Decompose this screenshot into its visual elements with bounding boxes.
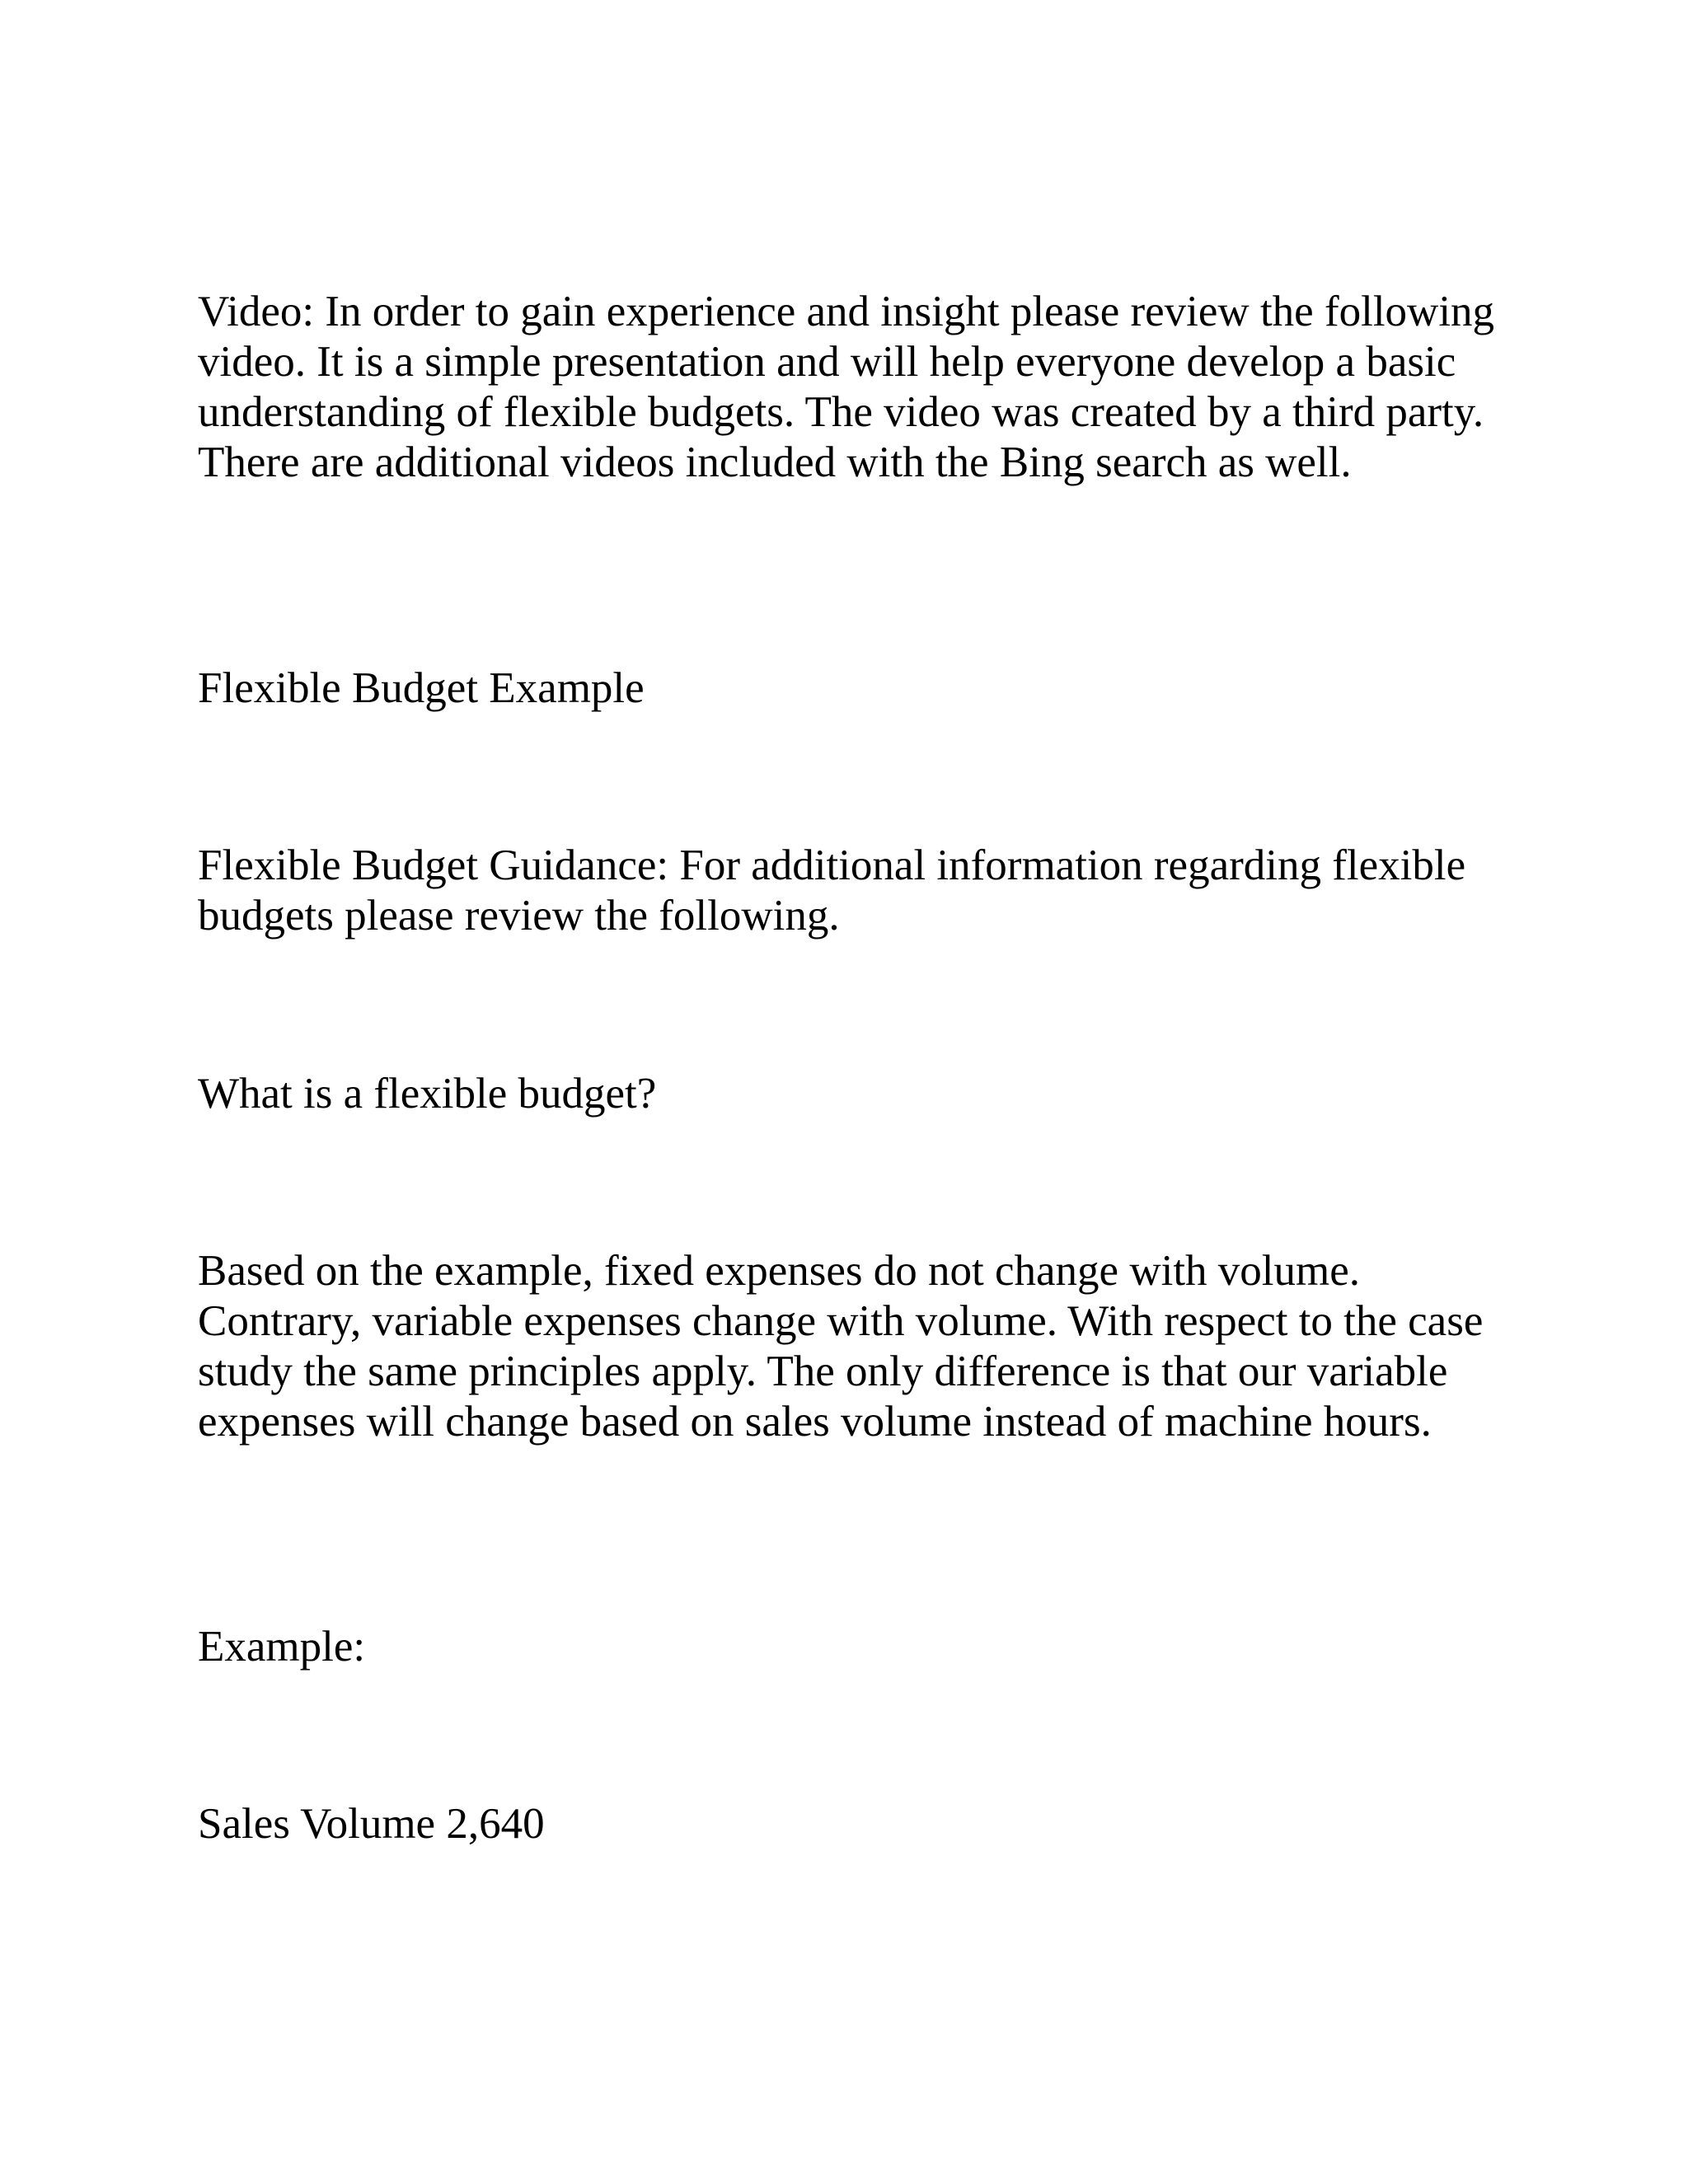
explanation-paragraph: Based on the example, fixed expenses do not change with volume. Contrary, variable expenses change with volume. With respect to the case study the same principles apply. The only difference is that our variable expenses will change based on sales volume instead of machine hours. <box>198 1247 1484 1446</box>
what-is-flexible-budget-text: What is a flexible budget? <box>198 1070 657 1118</box>
sales-volume-text: Sales Volume 2,640 <box>198 1800 545 1848</box>
flexible-budget-example-block <box>198 663 1500 714</box>
example-label-block <box>198 1622 1500 1672</box>
explanation-block <box>198 1246 1500 1447</box>
video-intro-paragraph: Video: In order to gain experience and insight please review the following video. It is a simple presentation and will help everyone develop a basic understanding of flexible budgets. The video was created by a third party. There are additional videos included with the Bing search as well. <box>198 288 1495 486</box>
guidance-paragraph: Flexible Budget Guidance: For additional information regarding flexible budgets please review the following. <box>198 841 1466 940</box>
sales-volume-block <box>198 1799 1500 1849</box>
video-intro-block <box>198 287 1500 488</box>
flexible-budget-example-link-text: Flexible Budget Example <box>198 664 645 712</box>
example-label: Example: <box>198 1623 366 1671</box>
question-block <box>198 1069 1500 1119</box>
guidance-block <box>198 841 1500 941</box>
